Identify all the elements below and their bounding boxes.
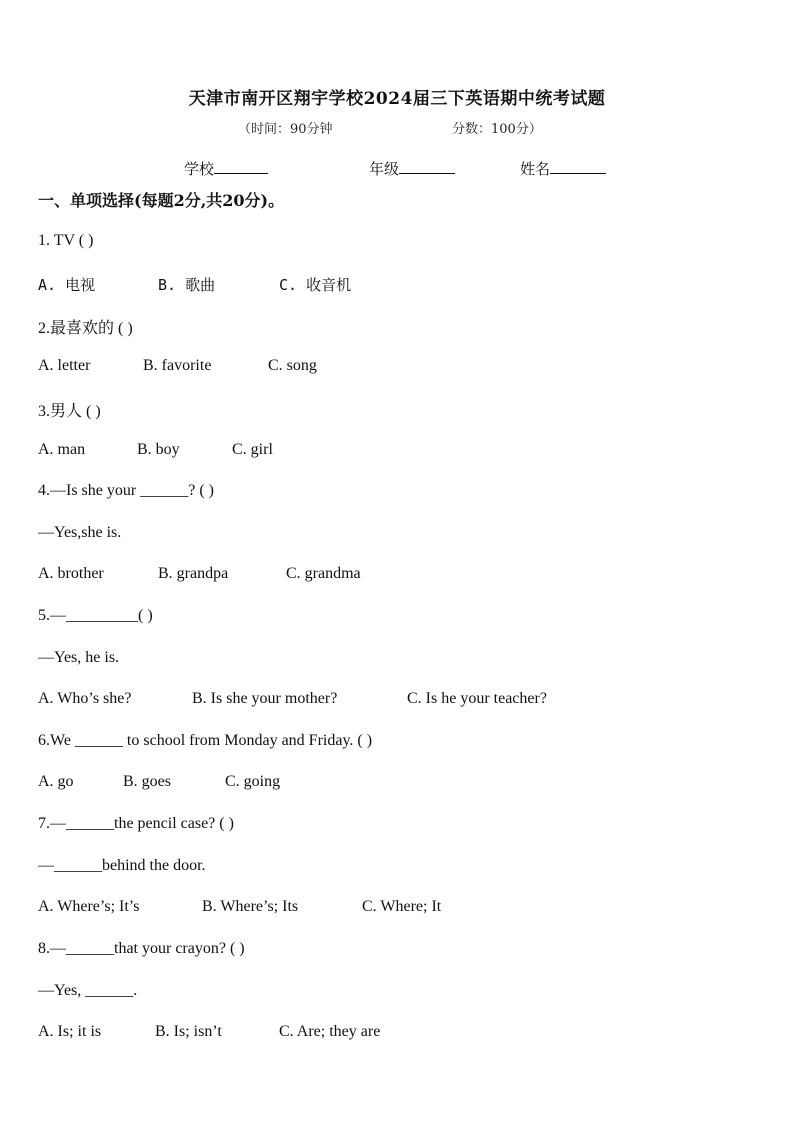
grade-blank — [399, 159, 455, 174]
question-stem: 3.男人 ( ) — [38, 403, 101, 420]
name-blank — [550, 159, 606, 174]
exam-title: 天津市南开区翔宇学校2024届三下英语期中统考试题 — [188, 89, 606, 109]
score-label: 分数：100分） — [452, 122, 542, 137]
question-reply: —Yes, ______. — [38, 982, 138, 999]
grade-label: 年级 — [369, 160, 400, 178]
question-stem: 7.—______the pencil case? ( ) — [38, 815, 234, 832]
question-stem: 2.最喜欢的 ( ) — [38, 320, 133, 337]
school-label: 学校 — [184, 160, 215, 178]
question-option: B. favorite — [143, 357, 212, 374]
question-option: A. go — [38, 773, 74, 790]
question-option: C. grandma — [286, 565, 361, 582]
section-heading: 一、单项选择(每题2分,共20分)。 — [38, 191, 285, 210]
question-option: A. brother — [38, 565, 104, 582]
question-option: A. Where’s; It’s — [38, 898, 140, 915]
school-field — [184, 158, 268, 179]
question-stem: 1. TV ( ) — [38, 232, 94, 249]
question-option: C. Where; It — [362, 898, 442, 915]
question-option: A. 电视 — [38, 276, 96, 294]
question-option: C. Is he your teacher? — [407, 690, 547, 707]
question-option: A. letter — [38, 357, 91, 374]
question-option: B. Is she your mother? — [192, 690, 338, 707]
question-option: C. 收音机 — [279, 276, 352, 294]
question-option: C. Are; they are — [279, 1023, 381, 1040]
question-stem: 8.—______that your crayon? ( ) — [38, 940, 245, 957]
question-option: B. Is; isn’t — [155, 1023, 222, 1040]
question-stem: 6.We ______ to school from Monday and Friday. ( ) — [38, 732, 373, 749]
question-reply: —______behind the door. — [38, 857, 206, 874]
question-option: A. Who’s she? — [38, 690, 132, 707]
grade-field — [369, 158, 455, 179]
question-option: B. goes — [123, 773, 171, 790]
question-option: A. Is; it is — [38, 1023, 102, 1040]
question-option: A. man — [38, 441, 86, 458]
question-option: B. Where’s; Its — [202, 898, 299, 915]
time-label: （时间：90分钟 — [238, 122, 333, 137]
question-option: C. song — [268, 357, 317, 374]
question-reply: —Yes, he is. — [38, 649, 120, 666]
question-option: B. 歌曲 — [158, 276, 216, 294]
question-option: B. grandpa — [158, 565, 229, 582]
question-stem: 4.—Is she your ______? ( ) — [38, 482, 214, 499]
question-option: B. boy — [137, 441, 180, 458]
question-stem: 5.—_________( ) — [38, 607, 153, 624]
school-blank — [214, 159, 268, 174]
question-option: C. girl — [232, 441, 273, 458]
question-reply: —Yes,she is. — [38, 524, 122, 541]
question-option: C. going — [225, 773, 281, 790]
name-label: 姓名 — [520, 160, 551, 178]
name-field — [520, 158, 606, 179]
